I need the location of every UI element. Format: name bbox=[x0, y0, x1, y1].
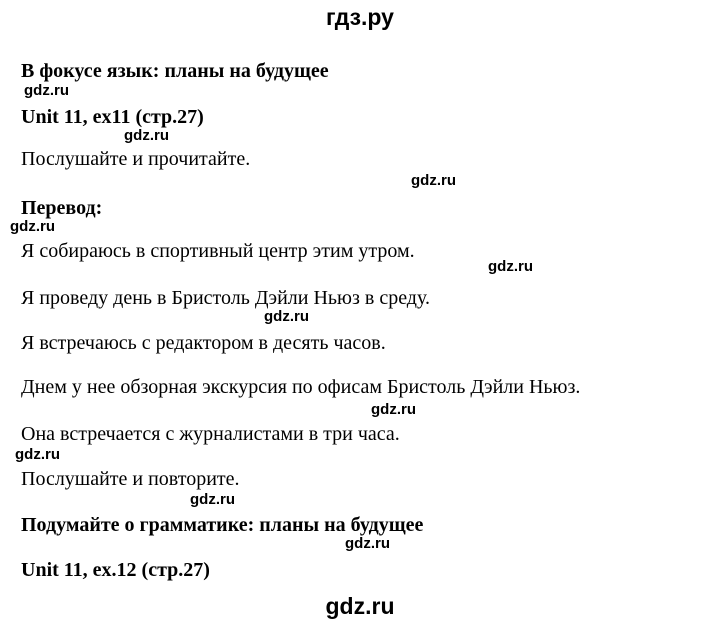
watermark: gdz.ru bbox=[24, 82, 69, 99]
watermark: gdz.ru bbox=[15, 446, 60, 463]
watermark: gdz.ru bbox=[10, 218, 55, 235]
site-footer: gdz.ru bbox=[325, 593, 395, 619]
topic-title: В фокусе язык: планы на будущее bbox=[21, 60, 329, 82]
watermark: gdz.ru bbox=[371, 401, 416, 418]
translation-sentence: Я собираюсь в спортивный центр этим утром. bbox=[21, 240, 415, 262]
watermark: gdz.ru bbox=[345, 535, 390, 552]
instruction-text: Послушайте и повторите. bbox=[21, 468, 240, 490]
instruction-text: Послушайте и прочитайте. bbox=[21, 148, 251, 170]
translation-sentence: Она встречается с журналистами в три часа. bbox=[21, 423, 400, 445]
watermark: gdz.ru bbox=[264, 308, 309, 325]
watermark: gdz.ru bbox=[411, 172, 456, 189]
watermark: gdz.ru bbox=[190, 491, 235, 508]
grammar-title: Подумайте о грамматике: планы на будущее bbox=[21, 514, 424, 536]
unit-reference: Unit 11, ex.12 (стр.27) bbox=[21, 559, 210, 581]
translation-sentence: Днем у нее обзорная экскурсия по офисам Бристоль Дэйли Ньюз. bbox=[21, 376, 581, 398]
translation-label: Перевод: bbox=[21, 197, 103, 219]
site-header: гдз.ру bbox=[326, 4, 394, 30]
translation-sentence: Я встречаюсь с редактором в десять часов. bbox=[21, 332, 386, 354]
watermark: gdz.ru bbox=[488, 258, 533, 275]
watermark: gdz.ru bbox=[124, 127, 169, 144]
translation-sentence: Я проведу день в Бристоль Дэйли Ньюз в среду. bbox=[21, 287, 430, 309]
unit-reference: Unit 11, ex11 (стр.27) bbox=[21, 106, 204, 128]
